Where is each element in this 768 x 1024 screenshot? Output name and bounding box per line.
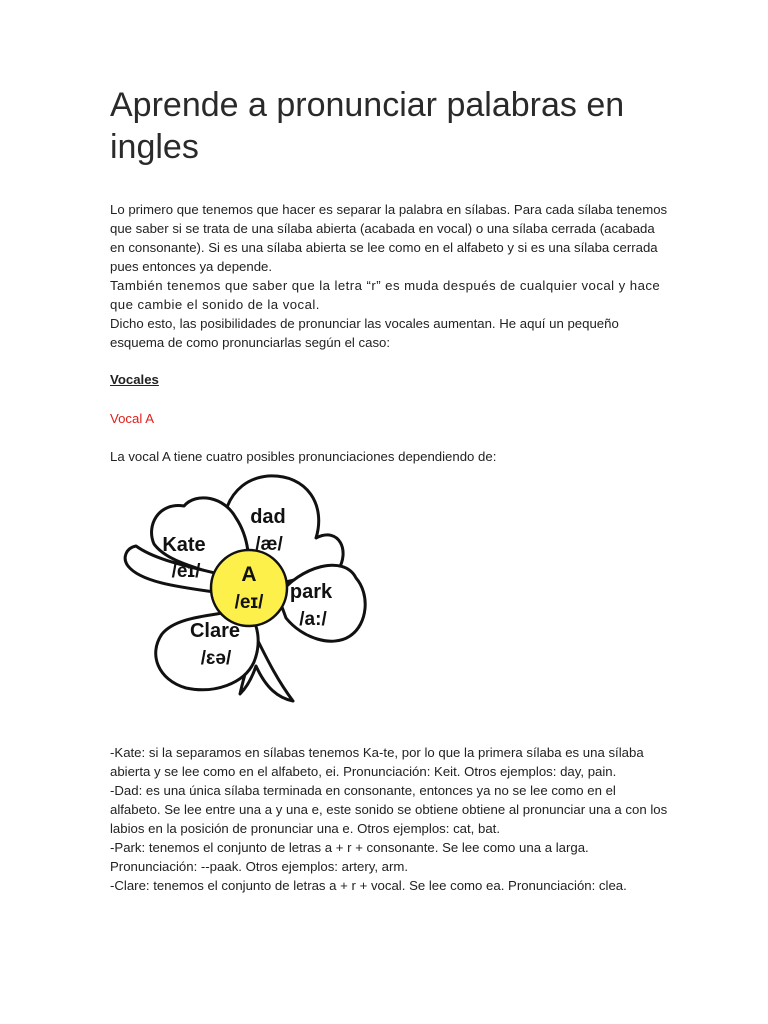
petal-word-park: park [289, 581, 333, 603]
petal-sound-kate: /eɪ/ [171, 561, 201, 582]
explanation-park: -Park: tenemos el conjunto de letras a + r + consonante. Se lee como una a larga. Pronunciación: --paak. Otros ejemplos: artery, arm. [110, 840, 589, 874]
center-letter: A [241, 563, 257, 586]
center-sound: /eɪ/ [234, 592, 264, 613]
petal-sound-park: /a:/ [299, 609, 327, 630]
explanation-kate: -Kate: si la separamos en sílabas tenemos Ka-te, por lo que la primera sílaba es una sílaba abierta y se lee como en el alfabeto, ei. Pronunciación: Keit. Otros ejemplos: day, pain. [110, 745, 644, 779]
petal-word-clare: Clare [189, 620, 241, 642]
explanation-dad: -Dad: es una única sílaba terminada en consonante, entonces ya no se lee como en el alfabeto. Se lee entre una a y una e, este sonido se obtiene obtiene al pronunciar una a con los labios en la posición de pronunciar una e. Otros ejemplos: cat, bat. [110, 783, 668, 836]
intro-paragraph-1: Lo primero que tenemos que hacer es separar la palabra en sílabas. Para cada sílaba tenemos que saber si se trata de una sílaba abierta (acabada en vocal) o una sílaba cerrada (acabada en consonante). Si es una sílaba abierta se lee como en el alfabeto y si es una sílaba cerrada pues entonces ya depende. [110, 202, 668, 274]
petal-word-dad: dad [250, 506, 286, 528]
petal-word-kate: Kate [162, 534, 206, 556]
page-title: Aprende a pronunciar palabras en ingles [110, 86, 625, 166]
flower-center [211, 550, 287, 626]
subsection-heading-vocal-a: Vocal A [110, 411, 154, 426]
explanations [110, 743, 670, 895]
section-heading-vocales: Vocales [110, 372, 159, 387]
intro-paragraph-2: También tenemos que saber que la letra “r” es muda después de cualquier vocal y hace que cambie el sonido de la vocal. [110, 278, 661, 312]
petal-sound-clare: /ɛə/ [200, 648, 232, 669]
intro-text [110, 200, 670, 352]
intro-paragraph-3: Dicho esto, las posibilidades de pronunciar las vocales aumentan. He aquí un pequeño esquema de como pronunciarlas según el caso: [110, 316, 619, 350]
explanation-clare: -Clare: tenemos el conjunto de letras a + r + vocal. Se lee como ea. Pronunciación: clea. [110, 878, 627, 893]
pronunciation-flower-diagram [118, 466, 378, 711]
petal-sound-dad: /æ/ [255, 534, 283, 555]
vocal-a-intro: La vocal A tiene cuatro posibles pronunciaciones dependiendo de: [110, 449, 497, 464]
